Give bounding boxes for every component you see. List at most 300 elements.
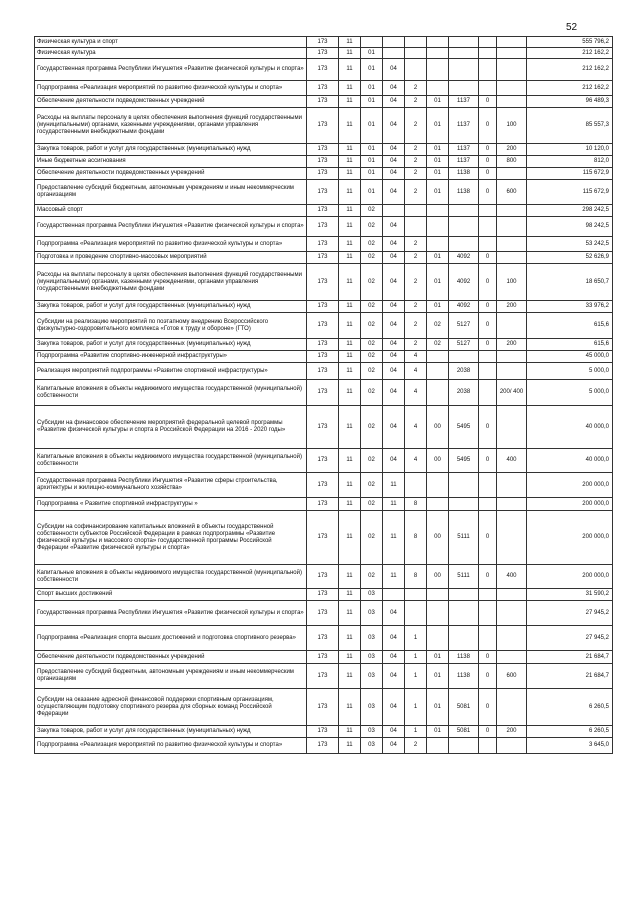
row-amount: 27 945,2 [527,601,613,626]
row-code-c3: 03 [361,726,383,738]
row-code-c2: 11 [339,738,361,754]
row-code-c3: 02 [361,237,383,252]
row-name: Закупка товаров, работ и услуг для государственных (муниципальных) нужд [35,144,307,156]
table-row [35,37,613,48]
row-code-c3: 02 [361,351,383,363]
row-code-c1: 173 [307,168,339,180]
row-code-c3: 01 [361,168,383,180]
table-row [35,180,613,205]
table-row [35,156,613,168]
row-code-c8 [479,205,497,217]
row-code-c9: 800 [497,156,527,168]
row-code-c3: 01 [361,48,383,59]
row-code-c9: 100 [497,264,527,301]
row-code-c9 [497,689,527,726]
row-code-c1: 173 [307,589,339,601]
row-code-c8 [479,48,497,59]
row-code-c6: 01 [427,301,449,313]
row-code-c2: 11 [339,601,361,626]
row-code-c1: 173 [307,601,339,626]
row-code-c8 [479,363,497,380]
row-code-c3: 03 [361,689,383,726]
row-code-c8 [479,498,497,511]
row-code-c5: 4 [405,449,427,473]
row-code-c9 [497,217,527,237]
row-name: Субсидии на реализацию мероприятий по поэтапному внедрению Всероссийского физкультурно-оздоровительного комплекса «Готов к труду и обороне» (ГТО) [35,313,307,339]
row-name: Реализация мероприятий подпрограммы «Развитие спортивной инфраструктуры» [35,363,307,380]
row-code-c2: 11 [339,205,361,217]
row-code-c2: 11 [339,144,361,156]
row-code-c6 [427,498,449,511]
row-code-c4: 04 [383,339,405,351]
row-code-c3: 02 [361,511,383,565]
row-code-c7 [449,351,479,363]
row-code-c8: 0 [479,339,497,351]
row-amount: 212 162,2 [527,59,613,81]
row-code-c8 [479,81,497,96]
row-name: Закупка товаров, работ и услуг для государственных (муниципальных) нужд [35,301,307,313]
row-name: Подпрограмма «Реализация мероприятий по развитию физической культуры и спорта» [35,738,307,754]
row-name: Государственная программа Республики Ингушетия «Развитие физической культуры и спорта» [35,59,307,81]
row-amount: 115 672,9 [527,180,613,205]
row-name: Спорт высших достижений [35,589,307,601]
row-code-c7: 1138 [449,168,479,180]
row-code-c4: 04 [383,144,405,156]
row-code-c5: 1 [405,689,427,726]
row-code-c8: 0 [479,664,497,689]
row-code-c9 [497,48,527,59]
row-code-c2: 11 [339,626,361,651]
row-code-c1: 173 [307,301,339,313]
row-code-c3: 03 [361,651,383,664]
row-code-c7 [449,59,479,81]
row-code-c5: 2 [405,180,427,205]
row-code-c3: 02 [361,449,383,473]
row-code-c6: 00 [427,449,449,473]
row-code-c8: 0 [479,726,497,738]
row-code-c8 [479,37,497,48]
row-code-c1: 173 [307,363,339,380]
row-name: Подпрограмма «Реализация мероприятий по развитию физической культуры и спорта» [35,81,307,96]
row-code-c6: 01 [427,144,449,156]
row-name: Подпрограмма « Развитие спортивной инфраструктуры » [35,498,307,511]
row-code-c1: 173 [307,498,339,511]
row-code-c5: 2 [405,156,427,168]
row-amount: 812,0 [527,156,613,168]
row-code-c4: 04 [383,626,405,651]
row-code-c8 [479,217,497,237]
row-amount: 555 796,2 [527,37,613,48]
table-row [35,301,613,313]
row-code-c2: 11 [339,217,361,237]
row-code-c7 [449,473,479,498]
table-row [35,237,613,252]
row-code-c1: 173 [307,738,339,754]
row-code-c4 [383,205,405,217]
row-amount: 200 000,0 [527,565,613,589]
row-code-c8: 0 [479,252,497,264]
row-code-c7: 1137 [449,96,479,108]
table-row [35,726,613,738]
table-row [35,252,613,264]
row-code-c4 [383,48,405,59]
row-name: Государственная программа Республики Ингушетия «Развитие физической культуры и спорта» [35,217,307,237]
row-code-c3: 02 [361,363,383,380]
row-name: Капитальные вложения в объекты недвижимого имущества государственной (муниципальной) собственности [35,380,307,406]
row-code-c8: 0 [479,96,497,108]
row-code-c3: 02 [361,565,383,589]
table-row [35,406,613,449]
row-code-c3: 01 [361,144,383,156]
row-code-c9: 100 [497,108,527,144]
row-code-c7 [449,738,479,754]
row-code-c6: 02 [427,313,449,339]
row-code-c1: 173 [307,252,339,264]
row-name: Государственная программа Республики Ингушетия «Развитие физической культуры и спорта» [35,601,307,626]
row-code-c8: 0 [479,156,497,168]
row-code-c2: 11 [339,726,361,738]
row-code-c9: 600 [497,180,527,205]
row-amount: 200 000,0 [527,473,613,498]
row-code-c1: 173 [307,237,339,252]
row-code-c6: 01 [427,108,449,144]
row-code-c2: 11 [339,664,361,689]
row-code-c1: 173 [307,96,339,108]
row-code-c1: 173 [307,726,339,738]
row-code-c4: 04 [383,406,405,449]
row-code-c5 [405,37,427,48]
row-code-c5: 2 [405,96,427,108]
row-code-c5 [405,601,427,626]
row-code-c1: 173 [307,180,339,205]
row-code-c5 [405,589,427,601]
row-code-c8: 0 [479,565,497,589]
row-code-c3: 02 [361,380,383,406]
row-amount: 27 945,2 [527,626,613,651]
row-amount: 40 000,0 [527,449,613,473]
row-code-c7: 5081 [449,726,479,738]
row-name: Расходы на выплаты персоналу в целях обеспечения выполнения функций государственными (муниципальными) органами, казенными учреждениями, органами управления государственными внебюджетными фондами [35,108,307,144]
row-amount: 200 000,0 [527,498,613,511]
row-code-c9 [497,498,527,511]
row-code-c4: 04 [383,156,405,168]
row-code-c6 [427,738,449,754]
row-code-c6: 01 [427,651,449,664]
row-code-c9 [497,363,527,380]
row-code-c7: 5111 [449,565,479,589]
row-code-c4: 11 [383,565,405,589]
row-code-c6: 01 [427,264,449,301]
row-code-c9: 400 [497,449,527,473]
row-code-c2: 11 [339,498,361,511]
row-code-c3: 01 [361,156,383,168]
table-row [35,313,613,339]
table-row [35,264,613,301]
row-code-c9 [497,205,527,217]
row-code-c7 [449,217,479,237]
row-code-c1: 173 [307,313,339,339]
row-code-c3: 02 [361,252,383,264]
row-code-c4: 04 [383,689,405,726]
row-code-c3: 02 [361,406,383,449]
row-code-c5: 8 [405,565,427,589]
row-code-c2: 11 [339,406,361,449]
table-row [35,217,613,237]
row-amount: 212 162,2 [527,81,613,96]
row-code-c7: 1137 [449,108,479,144]
row-amount: 40 000,0 [527,406,613,449]
row-name: Физическая культура и спорт [35,37,307,48]
row-code-c8: 0 [479,108,497,144]
row-name: Подпрограмма «Развитие спортивно-инженерной инфраструктуры» [35,351,307,363]
row-code-c6 [427,217,449,237]
row-code-c8: 0 [479,144,497,156]
row-code-c9: 200 [497,339,527,351]
row-code-c8 [479,738,497,754]
row-code-c9: 200/ 400 [497,380,527,406]
row-code-c1: 173 [307,217,339,237]
row-code-c5: 4 [405,363,427,380]
row-code-c7 [449,205,479,217]
page-number: 52 [566,22,578,33]
table-row [35,339,613,351]
row-code-c6: 01 [427,96,449,108]
row-name: Государственная программа Республики Ингушетия «Развитие сферы строительства, архитектуры и жилищно-коммунального хозяйства» [35,473,307,498]
row-code-c4 [383,37,405,48]
row-code-c5: 2 [405,252,427,264]
row-code-c7: 4092 [449,301,479,313]
row-amount: 615,6 [527,313,613,339]
row-code-c9 [497,406,527,449]
table-row [35,664,613,689]
row-code-c6: 01 [427,156,449,168]
row-code-c6 [427,363,449,380]
table-row [35,565,613,589]
row-amount: 200 000,0 [527,511,613,565]
row-code-c1: 173 [307,626,339,651]
row-code-c2: 11 [339,339,361,351]
row-code-c3: 02 [361,339,383,351]
row-code-c4: 04 [383,664,405,689]
row-code-c2: 11 [339,313,361,339]
row-name: Обеспечение деятельности подведомственных учреждений [35,96,307,108]
row-amount: 115 672,9 [527,168,613,180]
row-code-c9: 200 [497,301,527,313]
row-code-c4: 04 [383,252,405,264]
row-code-c3 [361,37,383,48]
row-code-c8 [479,237,497,252]
row-code-c9 [497,601,527,626]
table-row [35,473,613,498]
row-code-c7 [449,589,479,601]
row-code-c4: 04 [383,168,405,180]
table-row [35,689,613,726]
row-code-c5: 2 [405,301,427,313]
row-code-c2: 11 [339,651,361,664]
row-code-c8: 0 [479,180,497,205]
row-code-c7 [449,48,479,59]
row-amount: 45 000,0 [527,351,613,363]
row-amount: 33 976,2 [527,301,613,313]
row-code-c2: 11 [339,380,361,406]
row-name: Физическая культура [35,48,307,59]
row-name: Субсидии на финансовое обеспечение мероприятий федеральной целевой программы «Развитие физической культуры и спорта в Российской Федерации на 2016 - 2020 годы» [35,406,307,449]
table-row [35,511,613,565]
row-code-c5: 2 [405,264,427,301]
row-code-c8 [479,473,497,498]
row-code-c7: 5495 [449,406,479,449]
row-code-c7: 5127 [449,339,479,351]
row-code-c6: 00 [427,511,449,565]
row-code-c1: 173 [307,473,339,498]
row-amount: 31 590,2 [527,589,613,601]
row-code-c4: 04 [383,351,405,363]
row-code-c1: 173 [307,37,339,48]
row-name: Капитальные вложения в объекты недвижимого имущества государственной (муниципальной) собственности [35,565,307,589]
row-code-c9: 600 [497,664,527,689]
row-code-c3: 03 [361,738,383,754]
row-code-c7: 5081 [449,689,479,726]
row-code-c8: 0 [479,689,497,726]
row-name: Подпрограмма «Реализация мероприятий по развитию физической культуры и спорта» [35,237,307,252]
row-code-c3: 01 [361,81,383,96]
row-code-c9 [497,473,527,498]
row-code-c1: 173 [307,81,339,96]
row-code-c8: 0 [479,264,497,301]
row-code-c7: 5127 [449,313,479,339]
row-code-c4: 04 [383,264,405,301]
table-row [35,589,613,601]
row-code-c6 [427,351,449,363]
row-code-c9 [497,168,527,180]
row-amount: 21 684,7 [527,651,613,664]
row-code-c1: 173 [307,108,339,144]
row-code-c5: 1 [405,626,427,651]
row-code-c1: 173 [307,406,339,449]
row-code-c2: 11 [339,473,361,498]
row-code-c7 [449,601,479,626]
row-code-c6 [427,205,449,217]
row-code-c2: 11 [339,565,361,589]
row-code-c6: 01 [427,689,449,726]
table-row [35,48,613,59]
row-code-c2: 11 [339,37,361,48]
row-name: Обеспечение деятельности подведомственных учреждений [35,651,307,664]
row-code-c7 [449,498,479,511]
row-name: Расходы на выплаты персоналу в целях обеспечения выполнения функций государственными (муниципальными) органами, казенными учреждениями, органами управления государственными внебюджетными фондами [35,264,307,301]
row-code-c4: 04 [383,96,405,108]
row-code-c7: 2038 [449,363,479,380]
row-code-c7: 1138 [449,651,479,664]
row-code-c7 [449,81,479,96]
row-code-c8: 0 [479,301,497,313]
row-code-c1: 173 [307,48,339,59]
row-code-c4: 04 [383,380,405,406]
row-code-c6 [427,626,449,651]
row-code-c4: 11 [383,511,405,565]
row-code-c2: 11 [339,81,361,96]
row-code-c1: 173 [307,689,339,726]
row-code-c6 [427,81,449,96]
table-row [35,205,613,217]
row-amount: 6 260,5 [527,726,613,738]
table-row [35,351,613,363]
row-code-c5: 1 [405,651,427,664]
row-code-c7: 4092 [449,252,479,264]
row-code-c7 [449,37,479,48]
row-amount: 53 242,5 [527,237,613,252]
row-code-c2: 11 [339,449,361,473]
row-code-c8 [479,626,497,651]
row-code-c5 [405,473,427,498]
row-name: Закупка товаров, работ и услуг для государственных (муниципальных) нужд [35,339,307,351]
row-code-c9 [497,237,527,252]
row-code-c7: 5495 [449,449,479,473]
row-code-c8 [479,351,497,363]
row-code-c5: 8 [405,498,427,511]
row-code-c3: 02 [361,498,383,511]
row-code-c5: 2 [405,313,427,339]
table-row [35,59,613,81]
table-row [35,449,613,473]
row-code-c6: 00 [427,565,449,589]
row-name: Обеспечение деятельности подведомственных учреждений [35,168,307,180]
row-code-c8: 0 [479,168,497,180]
row-code-c2: 11 [339,237,361,252]
table-row [35,380,613,406]
row-code-c3: 01 [361,180,383,205]
row-amount: 615,6 [527,339,613,351]
row-code-c6 [427,48,449,59]
row-code-c2: 11 [339,689,361,726]
row-code-c6: 01 [427,726,449,738]
row-amount: 52 626,9 [527,252,613,264]
row-amount: 10 120,0 [527,144,613,156]
row-amount: 96 489,3 [527,96,613,108]
row-code-c7: 4092 [449,264,479,301]
row-code-c4 [383,589,405,601]
row-code-c2: 11 [339,180,361,205]
row-code-c2: 11 [339,108,361,144]
row-amount: 18 650,7 [527,264,613,301]
row-code-c2: 11 [339,301,361,313]
row-code-c4: 04 [383,363,405,380]
row-code-c1: 173 [307,565,339,589]
row-code-c3: 01 [361,108,383,144]
row-code-c5: 2 [405,168,427,180]
row-code-c8: 0 [479,313,497,339]
row-code-c3: 02 [361,313,383,339]
row-code-c7: 1138 [449,664,479,689]
row-code-c6: 02 [427,339,449,351]
row-code-c9 [497,511,527,565]
table-row [35,144,613,156]
row-name: Подготовка и проведение спортивно-массовых мероприятий [35,252,307,264]
row-code-c1: 173 [307,651,339,664]
row-code-c2: 11 [339,351,361,363]
row-code-c5: 1 [405,664,427,689]
table-row [35,601,613,626]
table-row [35,96,613,108]
row-code-c4: 04 [383,81,405,96]
row-code-c1: 173 [307,264,339,301]
row-code-c9 [497,351,527,363]
row-code-c3: 02 [361,301,383,313]
row-code-c6 [427,601,449,626]
row-amount: 6 260,5 [527,689,613,726]
row-code-c8: 0 [479,406,497,449]
row-code-c6: 00 [427,406,449,449]
